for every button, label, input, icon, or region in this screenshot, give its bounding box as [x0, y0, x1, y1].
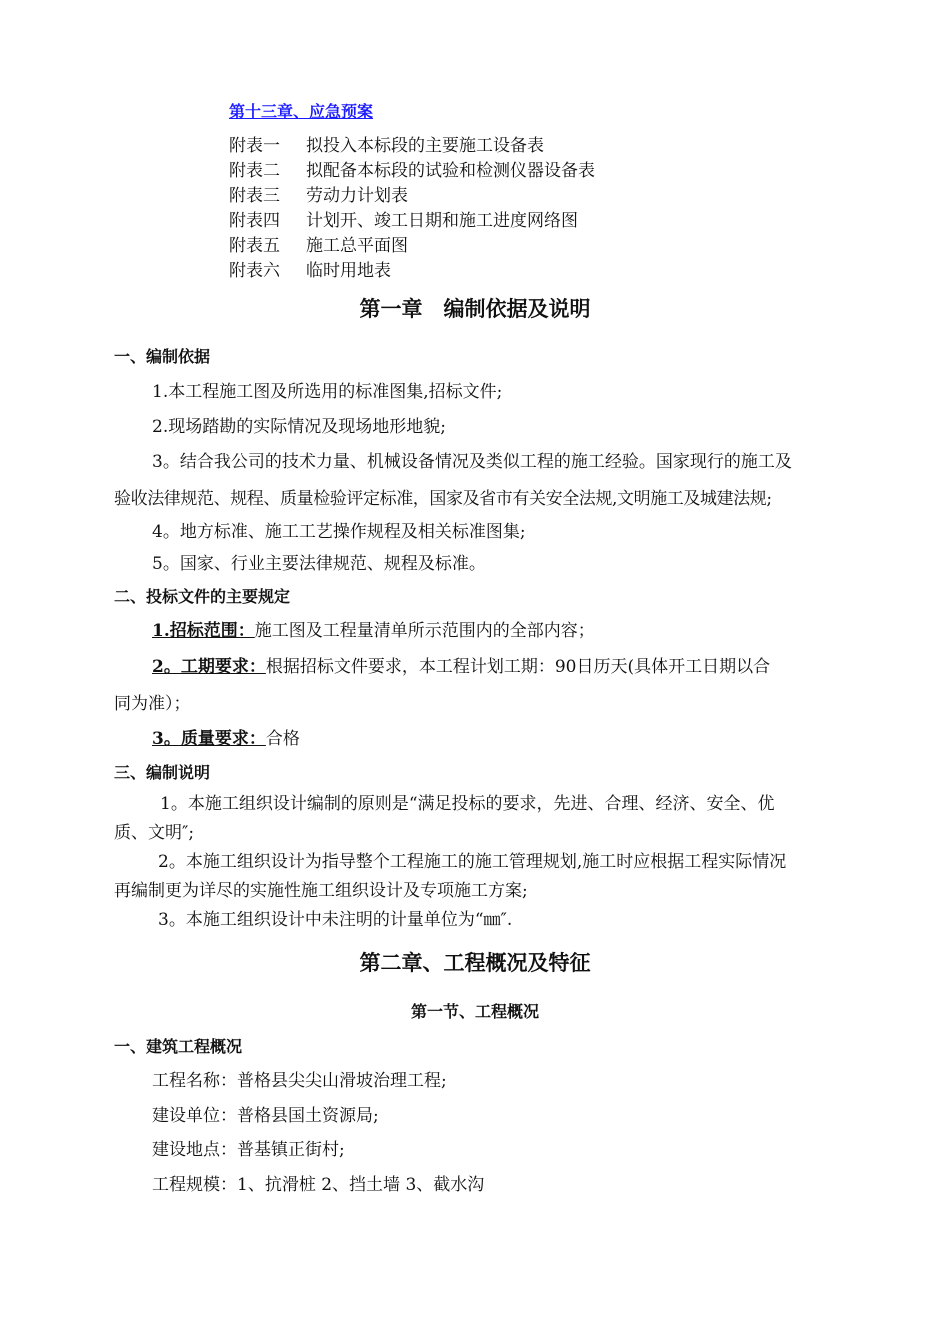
appendix-title: 计划开、竣工日期和施工进度网络图 [306, 211, 578, 231]
appendix-label: 附表一 [229, 136, 280, 156]
chapter1-title: 第一章 编制依据及说明 [359, 297, 591, 321]
ch1-basis-item-1: 1.本工程施工图及所选用的标准图集,招标文件; [152, 382, 503, 402]
ch1-basis-item-2: 2.现场踏勘的实际情况及现场地形地貌; [152, 417, 446, 437]
ch1-note-1-cont: 质、文明″; [114, 823, 195, 843]
toc-appendix-1 [229, 135, 544, 157]
appendix-title: 施工总平面图 [306, 236, 408, 256]
toc-appendix-2 [229, 160, 595, 182]
ch1-bid-scope [152, 620, 595, 642]
appendix-title: 拟投入本标段的主要施工设备表 [306, 136, 544, 156]
ch1-basis-item-4: 4。地方标准、施工工艺操作规程及相关标准图集; [152, 522, 526, 542]
bid-quality-label: 3。质量要求： [152, 729, 266, 749]
ch1-section1-heading: 一、编制依据 [114, 347, 211, 366]
ch1-bid-schedule [152, 656, 770, 678]
ch1-note-2-cont: 再编制更为详尽的实施性施工组织设计及专项施工方案; [114, 881, 528, 901]
appendix-label: 附表四 [229, 211, 280, 231]
chapter2-section1-title: 第一节、工程概况 [410, 1002, 539, 1021]
ch1-note-3: 3。本施工组织设计中未注明的计量单位为“㎜″. [158, 910, 513, 930]
appendix-label: 附表六 [229, 261, 280, 281]
project-location: 建设地点：普基镇正街村; [152, 1140, 345, 1160]
ch1-bid-quality [152, 728, 300, 750]
bid-schedule-text: 根据招标文件要求，本工程计划工期：90日历天(具体开工日期以合 [265, 657, 771, 677]
ch1-section2-heading: 二、投标文件的主要规定 [114, 587, 291, 606]
chapter2-title: 第二章、工程概况及特征 [359, 951, 591, 975]
project-scale: 工程规模：1、抗滑桩 2、挡土墙 3、截水沟 [152, 1175, 485, 1195]
appendix-title: 拟配备本标段的试验和检测仪器设备表 [306, 161, 595, 181]
project-owner: 建设单位：普格县国土资源局; [152, 1106, 379, 1126]
appendix-title: 临时用地表 [306, 261, 391, 281]
ch1-note-2: 2。本施工组织设计为指导整个工程施工的施工管理规划,施工时应根据工程实际情况 [158, 852, 787, 872]
ch2-subsection1-heading: 一、建筑工程概况 [114, 1037, 243, 1056]
bid-scope-label: 1.招标范围： [152, 621, 255, 641]
appendix-title: 劳动力计划表 [306, 186, 408, 206]
ch1-section3-heading: 三、编制说明 [114, 763, 211, 782]
toc-appendix-4 [229, 210, 578, 232]
ch1-note-1: 1。本施工组织设计编制的原则是“满足投标的要求，先进、合理、经济、安全、优 [160, 794, 775, 814]
appendix-label: 附表二 [229, 161, 280, 181]
toc-appendix-5 [229, 235, 408, 257]
bid-quality-text: 合格 [265, 729, 300, 749]
ch1-basis-item-5: 5。国家、行业主要法律规范、规程及标准。 [152, 554, 486, 574]
project-name: 工程名称：普格县尖尖山滑坡治理工程; [152, 1071, 447, 1091]
ch1-basis-item-3: 3。结合我公司的技术力量、机械设备情况及类似工程的施工经验。国家现行的施工及 [152, 452, 792, 472]
toc-appendix-6 [229, 260, 391, 282]
ch1-basis-item-3-cont: 验收法律规范、规程、质量检验评定标准，国家及省市有关安全法规,文明施工及城建法规; [114, 489, 772, 509]
appendix-label: 附表五 [229, 236, 280, 256]
appendix-label: 附表三 [229, 186, 280, 206]
toc-appendix-3 [229, 185, 408, 207]
bid-schedule-label: 2。工期要求： [152, 657, 266, 677]
ch1-bid-schedule-cont: 同为准）； [114, 694, 191, 714]
toc-chapter13-link[interactable]: 第十三章、应急预案 [229, 102, 374, 121]
bid-scope-text: 施工图及工程量清单所示范围内的全部内容； [254, 621, 595, 641]
